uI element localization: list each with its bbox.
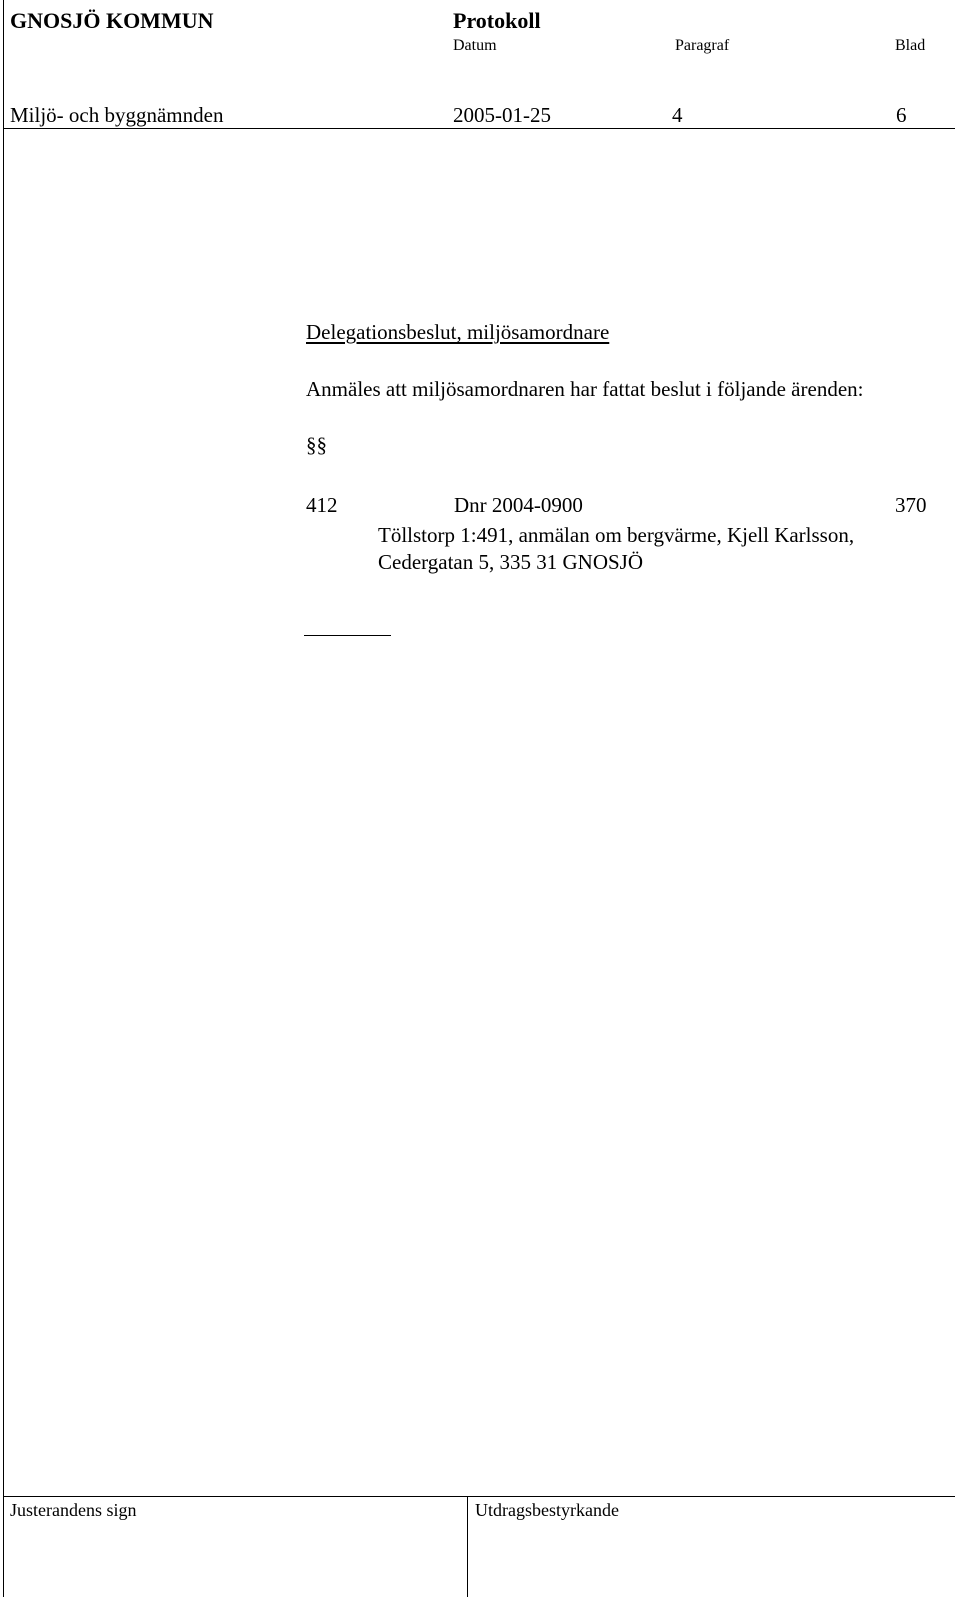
document-type: Protokoll: [453, 8, 541, 33]
entry-description-line-2: Cedergatan 5, 335 31 GNOSJÖ: [378, 550, 644, 574]
frame-left-border: [3, 0, 4, 1597]
section-heading: Delegationsbeslut, miljösamordnare: [306, 320, 610, 344]
section-mark: §§: [306, 433, 327, 457]
intro-text: Anmäles att miljösamordnaren har fattat beslut i följande ärenden:: [306, 377, 864, 401]
meeting-date: 2005-01-25: [453, 103, 551, 127]
header-divider: [3, 128, 955, 129]
sheet-label: Blad: [895, 37, 926, 54]
entry-number: 412: [306, 493, 338, 517]
signature-label: Justerandens sign: [10, 1500, 137, 1520]
footer-divider: [3, 1496, 955, 1497]
committee-name: Miljö- och byggnämnden: [10, 103, 224, 127]
paragraph-number: 4: [672, 103, 683, 127]
date-label: Datum: [453, 37, 497, 54]
footer-column-divider: [467, 1496, 468, 1597]
sheet-number: 6: [896, 103, 907, 127]
certification-label: Utdragsbestyrkande: [475, 1500, 619, 1520]
end-rule: [304, 635, 391, 636]
entry-dnr: Dnr 2004-0900: [454, 493, 583, 517]
organization-name: GNOSJÖ KOMMUN: [10, 8, 214, 33]
paragraph-label: Paragraf: [675, 37, 730, 54]
entry-description-line-1: Töllstorp 1:491, anmälan om bergvärme, Kjell Karlsson,: [378, 523, 855, 547]
entry-code: 370: [895, 493, 927, 517]
